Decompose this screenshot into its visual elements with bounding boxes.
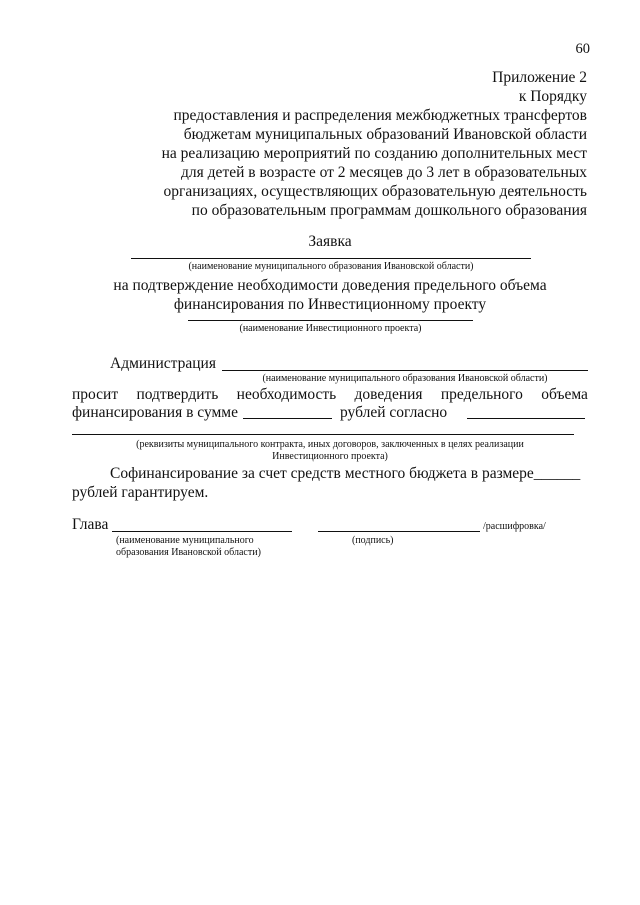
head-caption-1: (наименование муниципального — [116, 535, 254, 546]
amount-text: финансирования в сумме — [72, 404, 238, 421]
signature-underline — [318, 531, 480, 532]
cofinancing-line-1: Софинансирование за счет средств местного бюджета в размере______ — [110, 465, 581, 482]
request-line — [72, 385, 588, 404]
request-word: доведения — [354, 386, 423, 403]
request-word: объема — [541, 386, 588, 403]
contract-caption-2: Инвестиционного проекта) — [272, 451, 388, 462]
page-number: 60 — [575, 41, 590, 57]
request-word: подтвердить — [136, 386, 219, 403]
head-underline — [112, 531, 292, 532]
purpose-line-2: финансирования по Инвестиционному проекту — [173, 296, 487, 313]
request-word: предельного — [440, 386, 523, 403]
header-line-6: для детей в возрасте от 2 месяцев до 3 лет в образовательных — [181, 164, 587, 181]
header-line-5: на реализацию мероприятий по созданию дополнительных мест — [161, 145, 587, 162]
header-line-4: бюджетам муниципальных образований Ивановской области — [183, 126, 587, 143]
admin-underline — [222, 370, 588, 371]
head-label: Глава — [72, 516, 109, 533]
contract-caption-1: (реквизиты муниципального контракта, иных договоров, заключенных в целях реализации — [136, 439, 524, 450]
amount-blank — [243, 418, 332, 419]
admin-caption: (наименование муниципального образования Ивановской области) — [262, 373, 548, 384]
rubles-text: рублей согласно — [340, 404, 448, 421]
header-line-3: предоставления и распределения межбюджетных трансфертов — [173, 107, 587, 124]
decoding-label: /расшифровка/ — [483, 521, 546, 532]
purpose-line-1: на подтверждение необходимости доведения предельного объема — [113, 277, 547, 294]
municipality-caption: (наименование муниципального образования Ивановской области) — [188, 261, 474, 272]
contract-underline — [72, 434, 574, 435]
form-title: Заявка — [308, 233, 352, 250]
header-line-7: организациях, осуществляющих образовательную деятельность — [163, 183, 587, 200]
project-underline — [188, 320, 473, 321]
request-word: просит — [72, 386, 119, 403]
municipality-underline — [131, 258, 531, 259]
request-word: необходимость — [236, 386, 337, 403]
signature-caption: (подпись) — [352, 535, 394, 546]
cofinancing-line-2: рублей гарантируем. — [72, 484, 209, 501]
header-annex: Приложение 2 — [492, 69, 587, 86]
project-caption: (наименование Инвестиционного проекта) — [239, 323, 422, 334]
admin-label: Администрация — [110, 355, 216, 372]
head-caption-2: образования Ивановской области) — [116, 547, 261, 558]
header-line-8: по образовательным программам дошкольного образования — [191, 202, 587, 219]
header-order: к Порядку — [518, 88, 587, 105]
agreement-blank — [467, 418, 585, 419]
